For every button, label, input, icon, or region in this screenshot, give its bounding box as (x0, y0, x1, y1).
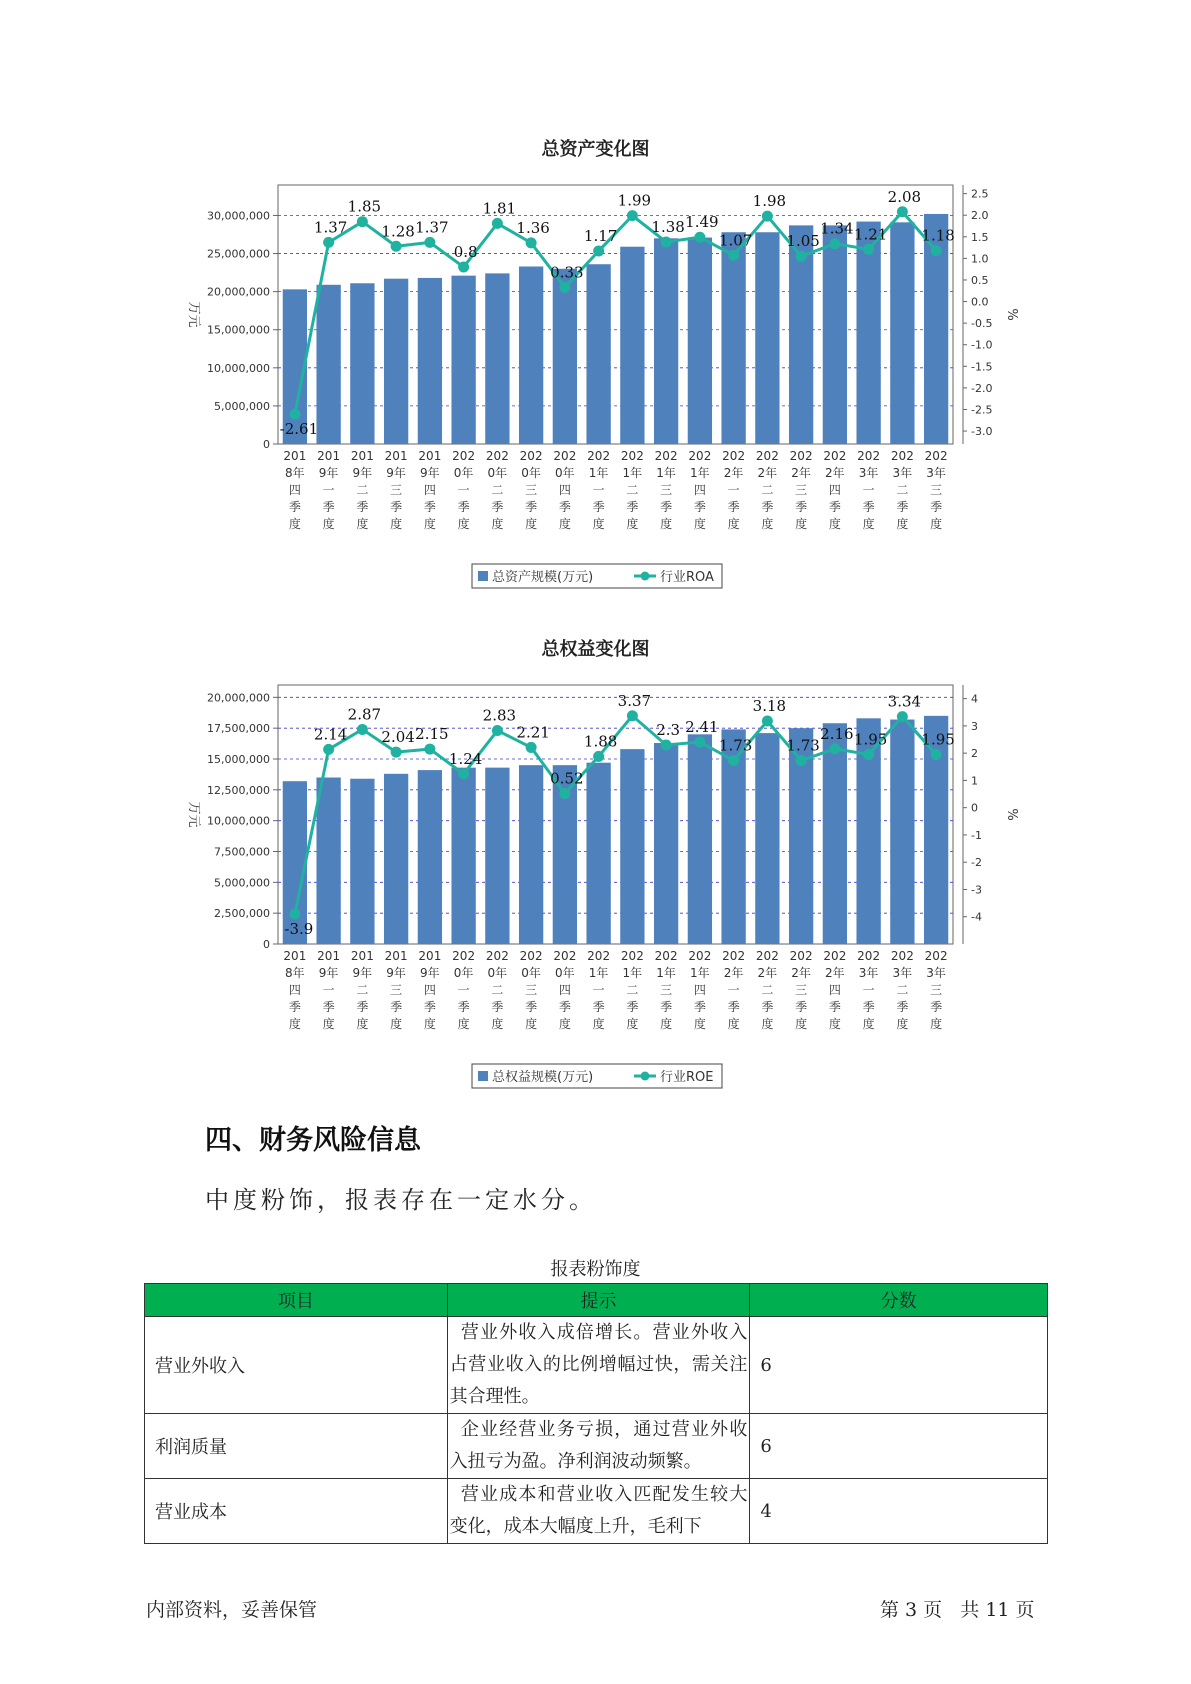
data-label: -3.9 (284, 920, 314, 939)
category-label: 202 3年二季度 (890, 949, 914, 1031)
data-label: 1.05 (786, 232, 820, 251)
bar (688, 734, 712, 944)
bar (451, 768, 475, 944)
total-equity-chart-svg (0, 630, 1191, 1100)
chart-title: 总权益变化图 (541, 639, 650, 660)
legend-bar-swatch (478, 571, 488, 581)
category-label: 202 0年四季度 (553, 449, 577, 531)
data-label: 2.14 (313, 725, 348, 744)
data-point (829, 743, 840, 754)
bar (586, 763, 610, 944)
legend-bar-label: 总权益规模(万元) (492, 1070, 594, 1085)
data-point (931, 245, 942, 256)
left-axis-tick-label: 10,000,000 (207, 361, 270, 375)
bar (350, 779, 374, 944)
data-label: 2.87 (347, 705, 382, 724)
row-hint (447, 1414, 750, 1479)
data-label: 1.85 (347, 197, 382, 216)
row-item: 利润质量 (145, 1414, 448, 1479)
legend-bar-label: 总资产规模(万元) (492, 570, 594, 585)
bar (755, 733, 779, 944)
data-label: 1.95 (921, 730, 955, 749)
table-row (145, 1414, 1048, 1479)
right-axis-label: % (1004, 308, 1019, 321)
right-axis-tick-label: 0.0 (971, 295, 989, 309)
category-label: 202 2年四季度 (823, 949, 847, 1031)
data-label: 1.73 (718, 736, 753, 755)
data-point (289, 909, 300, 920)
legend-line-marker (641, 1072, 650, 1081)
category-label: 202 3年一季度 (857, 449, 881, 531)
bar (316, 285, 340, 444)
category-label: 201 9年一季度 (317, 449, 341, 531)
right-axis-tick-label: 1 (971, 774, 978, 788)
data-label: 1.28 (381, 222, 415, 241)
right-axis-tick-label: -1.5 (971, 360, 993, 374)
bar (721, 232, 745, 444)
data-point (391, 241, 402, 252)
row-score: 4 (750, 1479, 1048, 1544)
data-point (694, 232, 705, 243)
data-point (492, 725, 503, 736)
data-label: 0.33 (550, 263, 584, 282)
data-point (661, 236, 672, 247)
row-hint (447, 1479, 750, 1544)
data-label: 1.07 (718, 231, 753, 250)
total-assets-chart (0, 130, 1191, 600)
data-point (559, 282, 570, 293)
category-label: 202 1年四季度 (688, 449, 712, 531)
category-label: 201 9年四季度 (418, 449, 442, 531)
bar (418, 770, 442, 944)
right-axis-tick-label: 0.5 (971, 273, 989, 287)
bar (519, 765, 543, 944)
bar (688, 238, 712, 444)
right-axis-tick-label: 2.0 (971, 209, 989, 223)
data-label: 2.41 (685, 717, 719, 736)
data-point (863, 749, 874, 760)
data-label: -2.61 (279, 420, 319, 439)
category-label: 202 1年一季度 (587, 949, 611, 1031)
data-point (458, 768, 469, 779)
data-point (492, 218, 503, 229)
table-header-row (145, 1284, 1048, 1317)
bar (654, 238, 678, 444)
data-label: 1.37 (415, 218, 449, 237)
data-point (661, 739, 672, 750)
right-axis-tick-label: 2 (971, 747, 978, 761)
section-heading: 四、财务风险信息 (205, 1125, 421, 1156)
bar (519, 267, 543, 444)
data-label: 1.37 (313, 218, 348, 237)
data-point (526, 742, 537, 753)
data-label: 2.04 (381, 728, 415, 747)
right-axis-tick-label: -2.5 (971, 403, 993, 417)
data-label: 1.95 (853, 730, 888, 749)
table-row (145, 1479, 1048, 1544)
data-point (897, 711, 908, 722)
data-point (627, 710, 638, 721)
category-label: 201 8年四季度 (283, 949, 307, 1031)
category-label: 202 0年二季度 (485, 449, 509, 531)
right-axis-tick-label: 2.5 (971, 187, 989, 201)
data-point (391, 747, 402, 758)
data-label: 1.17 (583, 227, 618, 246)
category-label: 202 1年二季度 (620, 949, 644, 1031)
bar (586, 264, 610, 444)
right-axis-tick-label: 0 (971, 801, 978, 815)
bar (620, 247, 644, 444)
footer-page-number: 第 3 页 共 11 页 (880, 1599, 1035, 1621)
chart-title: 总资产变化图 (541, 139, 650, 160)
bar (485, 768, 509, 944)
left-axis-tick-label: 7,500,000 (214, 845, 270, 859)
category-label: 202 2年二季度 (755, 949, 779, 1031)
left-axis-tick-label: 0 (263, 438, 270, 451)
left-axis-tick-label: 15,000,000 (207, 323, 270, 337)
data-label: 1.98 (752, 192, 787, 211)
bar (823, 723, 847, 944)
footer-confidential-note: 内部资料，妥善保管 (146, 1599, 318, 1621)
left-axis-tick-label: 10,000,000 (207, 814, 270, 828)
data-label: 1.99 (617, 191, 652, 210)
category-label: 202 2年一季度 (722, 949, 746, 1031)
data-point (728, 755, 739, 766)
data-point (694, 736, 705, 747)
data-point (796, 251, 807, 262)
bar (384, 774, 408, 944)
left-axis-tick-label: 17,500,000 (207, 722, 270, 736)
data-label: 2.16 (820, 724, 854, 743)
data-label: 3.37 (617, 691, 652, 710)
bar (384, 279, 408, 444)
data-point (593, 246, 604, 257)
left-axis-label: 万元 (186, 301, 201, 328)
row-hint-text: 营业外收入成倍增长。营业外收入占营业收入的比例增幅过快，需关注其合理性。 (449, 1322, 748, 1407)
data-label: 1.36 (516, 218, 550, 237)
total-equity-chart (0, 630, 1191, 1100)
data-point (762, 715, 773, 726)
total-assets-chart-svg (0, 130, 1191, 600)
bar (890, 222, 914, 444)
category-label: 202 0年一季度 (452, 449, 476, 531)
bar (654, 743, 678, 944)
data-label: 1.34 (820, 219, 854, 238)
legend-line-label: 行业ROE (660, 1070, 714, 1085)
data-label: 1.49 (685, 213, 719, 232)
left-axis-tick-label: 30,000,000 (207, 209, 270, 223)
bar (316, 778, 340, 945)
data-label: 1.73 (786, 736, 820, 755)
data-point (897, 206, 908, 217)
bar (553, 269, 577, 444)
category-label: 202 0年一季度 (452, 949, 476, 1031)
bar (418, 278, 442, 444)
bar (350, 283, 374, 444)
category-label: 202 3年三季度 (924, 449, 948, 531)
category-label: 202 2年四季度 (823, 449, 847, 531)
data-point (796, 755, 807, 766)
right-axis-tick-label: -2.0 (971, 381, 993, 395)
legend-line-label: 行业ROA (660, 570, 714, 585)
category-label: 202 0年三季度 (519, 949, 543, 1031)
row-score: 6 (750, 1414, 1048, 1479)
category-label: 202 2年三季度 (789, 449, 813, 531)
bar (823, 225, 847, 444)
data-label: 3.18 (752, 696, 787, 715)
right-axis-tick-label: -0.5 (971, 317, 993, 331)
category-label: 202 1年三季度 (654, 949, 678, 1031)
bar (451, 276, 475, 444)
data-point (863, 244, 874, 255)
left-axis-tick-label: 12,500,000 (207, 783, 270, 797)
data-label: 2.83 (482, 706, 517, 725)
row-item: 营业成本 (145, 1479, 448, 1544)
data-point (289, 409, 300, 420)
data-label: 1.38 (651, 217, 685, 236)
category-label: 201 9年一季度 (317, 949, 341, 1031)
data-label: 2.15 (415, 725, 449, 744)
right-axis-tick-label: -1.0 (971, 338, 993, 352)
right-axis-tick-label: 4 (971, 692, 978, 706)
table-caption: 报表粉饰度 (550, 1259, 641, 1280)
category-label: 201 9年二季度 (350, 949, 374, 1031)
row-hint-text: 营业成本和营业收入匹配发生较大变化，成本大幅度上升，毛利下 (449, 1484, 748, 1537)
bar (890, 720, 914, 944)
category-label: 201 9年三季度 (384, 449, 408, 531)
category-label: 202 3年一季度 (857, 949, 881, 1031)
legend-line-marker (641, 572, 650, 581)
data-point (357, 216, 368, 227)
left-axis-tick-label: 20,000,000 (207, 691, 270, 705)
data-label: 0.8 (453, 243, 478, 262)
data-point (593, 751, 604, 762)
right-axis-tick-label: -3 (971, 883, 982, 897)
column-header-hint: 提示 (447, 1284, 750, 1317)
right-axis-tick-label: -1 (971, 828, 982, 842)
data-point (458, 262, 469, 273)
row-hint-text: 企业经营业务亏损，通过营业外收入扭亏为盈。净利润波动频繁。 (449, 1419, 748, 1472)
left-axis-tick-label: 25,000,000 (207, 247, 270, 261)
left-axis-tick-label: 5,000,000 (214, 399, 270, 413)
right-axis-tick-label: -2 (971, 856, 982, 870)
data-label: 1.81 (482, 199, 517, 218)
right-axis-tick-label: 3 (971, 719, 978, 733)
data-label: 1.21 (853, 225, 888, 244)
data-point (424, 744, 435, 755)
left-axis-tick-label: 2,500,000 (214, 907, 270, 921)
data-label: 0.52 (550, 769, 584, 788)
section-summary: 中度粉饰，报表存在一定水分。 (205, 1186, 597, 1214)
row-score: 6 (750, 1317, 1048, 1414)
category-label: 202 3年二季度 (890, 449, 914, 531)
right-axis-tick-label: -3.0 (971, 425, 993, 439)
data-point (323, 237, 334, 248)
category-label: 202 1年二季度 (620, 449, 644, 531)
right-axis-label: % (1004, 808, 1019, 821)
right-axis-tick-label: 1.5 (971, 230, 989, 244)
whitewash-table (144, 1283, 1048, 1544)
category-label: 202 2年一季度 (722, 449, 746, 531)
data-label: 1.24 (448, 749, 483, 768)
data-point (424, 237, 435, 248)
category-label: 201 8年四季度 (283, 449, 307, 531)
right-axis-tick-label: 1.0 (971, 252, 989, 266)
data-point (526, 237, 537, 248)
data-point (762, 211, 773, 222)
data-point (728, 250, 739, 261)
category-label: 202 2年二季度 (755, 449, 779, 531)
data-point (323, 744, 334, 755)
data-label: 3.34 (887, 692, 922, 711)
row-item: 营业外收入 (145, 1317, 448, 1414)
bar (856, 222, 880, 444)
category-label: 202 1年四季度 (688, 949, 712, 1031)
data-point (627, 210, 638, 221)
category-label: 202 0年三季度 (519, 449, 543, 531)
bar (620, 749, 644, 944)
left-axis-tick-label: 20,000,000 (207, 285, 270, 299)
category-label: 202 0年二季度 (485, 949, 509, 1031)
column-header-item: 项目 (145, 1284, 448, 1317)
data-point (357, 724, 368, 735)
right-axis-tick-label: -4 (971, 910, 982, 924)
category-label: 201 9年二季度 (350, 449, 374, 531)
left-axis-label: 万元 (186, 801, 201, 828)
data-label: 2.21 (516, 723, 550, 742)
data-point (559, 788, 570, 799)
category-label: 202 2年三季度 (789, 949, 813, 1031)
data-point (829, 238, 840, 249)
left-axis-tick-label: 5,000,000 (214, 876, 270, 890)
bar (485, 273, 509, 444)
data-label: 2.3 (656, 720, 681, 739)
column-header-score: 分数 (750, 1284, 1048, 1317)
category-label: 202 3年三季度 (924, 949, 948, 1031)
legend-bar-swatch (478, 1071, 488, 1081)
bar (755, 232, 779, 444)
data-point (931, 749, 942, 760)
category-label: 201 9年四季度 (418, 949, 442, 1031)
left-axis-tick-label: 0 (263, 938, 270, 951)
category-label: 202 0年四季度 (553, 949, 577, 1031)
left-axis-tick-label: 15,000,000 (207, 753, 270, 766)
category-label: 202 1年三季度 (654, 449, 678, 531)
data-label: 1.18 (921, 226, 955, 245)
data-label: 2.08 (887, 187, 922, 206)
table-row (145, 1317, 1048, 1414)
row-hint (447, 1317, 750, 1414)
category-label: 201 9年三季度 (384, 949, 408, 1031)
data-label: 1.88 (583, 732, 618, 751)
category-label: 202 1年一季度 (587, 449, 611, 531)
